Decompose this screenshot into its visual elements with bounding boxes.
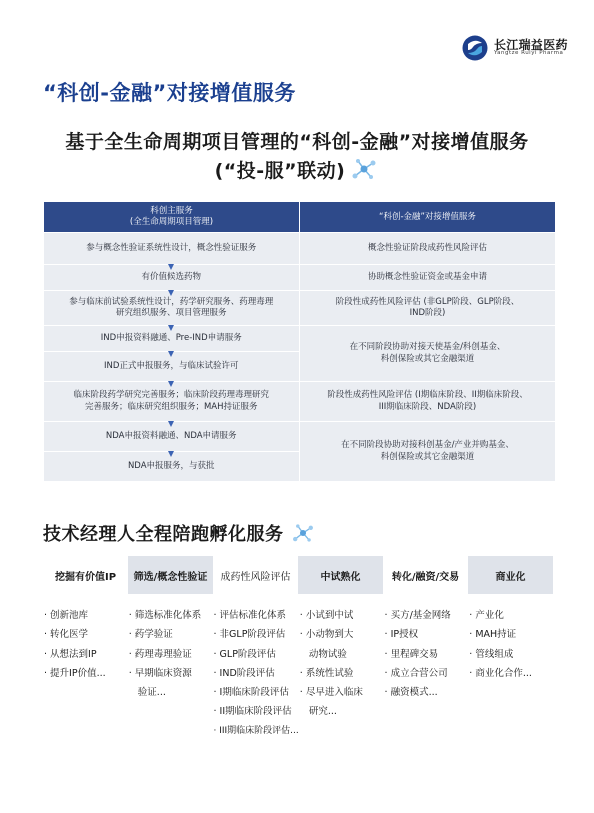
main-title-line2-text: (“投-服”联动) <box>214 159 346 182</box>
brand-name-cn: 长江瑞益医药 <box>494 37 568 52</box>
down-arrow-icon <box>168 290 174 296</box>
table-header-left: 科创主服务 (全生命周期项目管理) <box>44 202 300 233</box>
service-table <box>43 201 556 482</box>
main-service-cell: 参与临床前试验系统性设计，药学研究服务、药理毒理 研究组织服务、项目管理服务 <box>44 291 300 326</box>
main-title-line2 <box>0 154 594 184</box>
table-header-right: “科创-金融”对接增值服务 <box>300 202 556 233</box>
stage-ip: 挖掘有价值IP <box>43 556 128 594</box>
list-item: · III期临床阶段评估... <box>213 725 299 736</box>
table-row <box>44 422 556 452</box>
stage-commercial: 商业化 <box>468 556 553 594</box>
list-item: · 转化医学 <box>44 629 89 641</box>
list-item: · 尽早进入临床 <box>299 687 363 699</box>
list-item: · 药学验证 <box>128 629 173 641</box>
value-added-cell: 在不同阶段协助对接天使基金/科创基金、 科创保险或其它金融渠道 <box>300 326 556 382</box>
table-row <box>44 326 556 352</box>
molecule-icon <box>349 154 379 184</box>
value-added-cell: 在不同阶段协助对接科创基金/产业并购基金、 科创保险或其它金融渠道 <box>300 422 556 482</box>
down-arrow-icon <box>168 325 174 331</box>
list-item: · 小试到中试 <box>299 610 354 621</box>
list-item: · 小动物到大 <box>299 629 354 641</box>
list-item: · 融资模式... <box>384 687 438 699</box>
list-item: · 药理毒理验证 <box>128 648 192 660</box>
main-service-cell: 参与概念性验证系统性设计，概念性验证服务 <box>44 233 300 265</box>
list-item: · GLP阶段评估 <box>213 648 276 660</box>
value-added-cell: 阶段性成药性风险评估 (I期临床阶段、II期临床阶段、 III期临床阶段、NDA阶段) <box>300 382 556 422</box>
list-item: · I期临床阶段评估 <box>213 687 289 699</box>
list-item: 研究... <box>299 706 337 718</box>
list-item: · 早期临床资源 <box>128 667 192 679</box>
list-item: · IND阶段评估 <box>213 667 275 679</box>
table-row <box>44 291 556 326</box>
molecule-icon <box>290 520 316 546</box>
section-title: “科创-金融”对接增值服务 <box>43 81 296 105</box>
list-item: · 提升IP价值... <box>44 667 106 679</box>
list-item: 验证... <box>128 687 166 699</box>
table-row <box>44 382 556 422</box>
stage-column-pilot <box>299 606 384 741</box>
main-service-cell: IND申报资料融通、Pre-IND申请服务 <box>44 326 300 352</box>
list-item: · 非GLP阶段评估 <box>213 629 286 641</box>
list-item: · 成立合营公司 <box>384 667 448 679</box>
down-arrow-icon <box>168 421 174 427</box>
main-service-cell: IND正式申报服务，与临床试验许可 <box>44 352 300 382</box>
list-item: 动物试验 <box>299 648 347 660</box>
stage-screening: 筛选/概念性验证 <box>128 556 213 594</box>
stage-column-transfer <box>384 606 469 741</box>
brand-name-en: Yangtze Ruiyi Pharma <box>494 50 564 57</box>
main-service-cell: 临床阶段药学研究完善服务；临床阶段药理毒理研究 完善服务；临床研究组织服务；MAH持证服务 <box>44 382 300 422</box>
down-arrow-icon <box>168 381 174 387</box>
down-arrow-icon <box>168 264 174 270</box>
value-added-cell: 概念性验证阶段成药性风险评估 <box>300 233 556 265</box>
down-arrow-icon <box>168 451 174 457</box>
stage-pilot: 中试熟化 <box>298 556 383 594</box>
list-item: · 买方/基金网络 <box>384 610 451 621</box>
table-row <box>44 265 556 291</box>
stage-bar <box>43 556 553 594</box>
stage-columns <box>43 606 553 741</box>
list-item: · 商业化合作... <box>469 667 532 679</box>
value-added-cell: 协助概念性验证资金或基金申请 <box>300 265 556 291</box>
list-item: · 产业化 <box>469 610 504 621</box>
stage-transfer: 转化/融资/交易 <box>383 556 468 594</box>
stage-column-ip <box>43 606 128 741</box>
down-arrow-icon <box>168 351 174 357</box>
list-item: · IP授权 <box>384 629 419 641</box>
main-service-cell: NDA申报资料融通、NDA申请服务 <box>44 422 300 452</box>
list-item: · 里程碑交易 <box>384 648 439 660</box>
value-added-cell: 阶段性成药性风险评估 (非GLP阶段、GLP阶段、 IND阶段) <box>300 291 556 326</box>
stage-column-risk <box>213 606 299 741</box>
stage-risk-assessment: 成药性风险评估 <box>213 556 298 594</box>
stage-column-commercial <box>468 606 553 741</box>
main-service-cell: NDA申报服务，与获批 <box>44 452 300 482</box>
stage-column-screening <box>128 606 213 741</box>
incubation-title: 技术经理人全程陪跑孵化服务 <box>43 520 316 546</box>
list-item: · MAH持证 <box>469 629 517 641</box>
list-item: · 评估标准化体系 <box>213 610 287 621</box>
ruiyi-logo-icon <box>462 35 488 61</box>
list-item: · 系统性试验 <box>299 667 354 679</box>
main-service-cell: 有价值候选药物 <box>44 265 300 291</box>
table-row <box>44 233 556 265</box>
list-item: · 从想法到IP <box>44 648 97 660</box>
brand <box>462 30 582 66</box>
list-item: · 筛选标准化体系 <box>128 610 202 621</box>
list-item: · II期临床阶段评估 <box>213 706 292 718</box>
list-item: · 管线组成 <box>469 648 514 660</box>
main-title-line1: 基于全生命周期项目管理的“科创-金融”对接增值服务 <box>65 131 529 153</box>
list-item: · 创新池库 <box>44 610 89 621</box>
